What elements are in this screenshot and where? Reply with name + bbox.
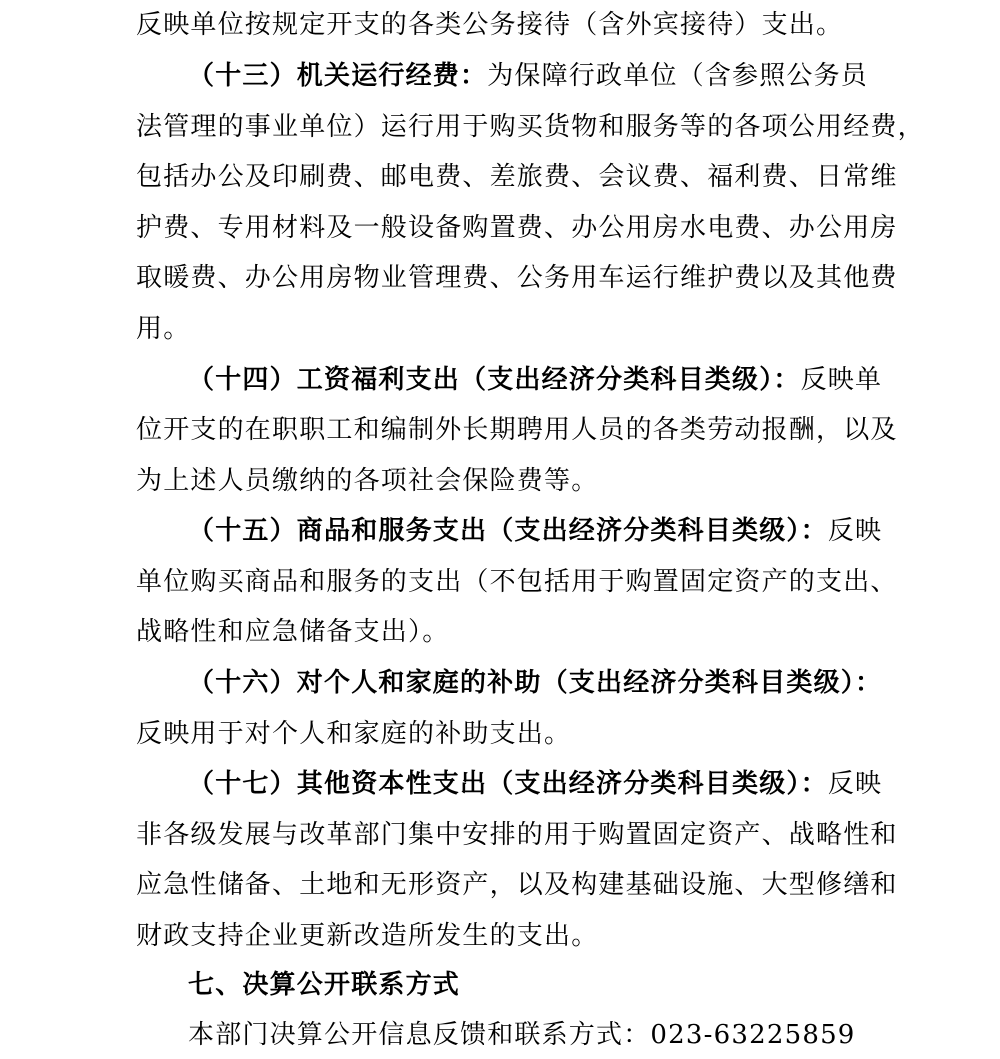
paragraph-line: 反映单位按规定开支的各类公务接待（含外宾接待）支出。 bbox=[136, 10, 844, 40]
paragraph-first-line bbox=[188, 767, 882, 801]
paragraph-line: 位开支的在职职工和编制外长期聘用人员的各类劳动报酬，以及 bbox=[136, 415, 898, 445]
term-text: 反映 bbox=[827, 516, 883, 546]
contact-line: 本部门决算公开信息反馈和联系方式：023-63225859 bbox=[188, 1020, 856, 1050]
paragraph-line: 财政支持企业更新改造所发生的支出。 bbox=[136, 921, 599, 951]
term-label: （十七）其他资本性支出（支出经济分类科目类级）： bbox=[188, 769, 828, 799]
term-label: （十六）对个人和家庭的补助（支出经济分类科目类级）： bbox=[188, 668, 883, 698]
paragraph-first-line bbox=[188, 666, 882, 700]
term-text: 反映 bbox=[827, 769, 883, 799]
paragraph-line: 法管理的事业单位）运行用于购买货物和服务等的各项公用经费， bbox=[136, 112, 925, 142]
paragraph-line: 包括办公及印刷费、邮电费、差旅费、会议费、福利费、日常维 bbox=[136, 162, 898, 192]
paragraph-line: 非各级发展与改革部门集中安排的用于购置固定资产、战略性和 bbox=[136, 820, 898, 850]
term-label: （十四）工资福利支出（支出经济分类科目类级）： bbox=[188, 365, 801, 395]
section-heading: 七、决算公开联系方式 bbox=[188, 970, 461, 1000]
term-label: （十三）机关运行经费： bbox=[188, 61, 488, 91]
paragraph-first-line bbox=[188, 59, 868, 93]
paragraph-line: 取暖费、办公用房物业管理费、公务用车运行维护费以及其他费 bbox=[136, 263, 898, 293]
paragraph-line: 战略性和应急储备支出）。 bbox=[136, 617, 450, 647]
paragraph-line: 应急性储备、土地和无形资产，以及构建基础设施、大型修缮和 bbox=[136, 870, 898, 900]
paragraph-line: 为上述人员缴纳的各项社会保险费等。 bbox=[136, 466, 599, 496]
term-text: 反映单 bbox=[800, 365, 883, 395]
term-label: （十五）商品和服务支出（支出经济分类科目类级）： bbox=[188, 516, 828, 546]
paragraph-line: 用。 bbox=[136, 314, 191, 344]
paragraph-line: 单位购买商品和服务的支出（不包括用于购置固定资产的支出、 bbox=[136, 567, 898, 597]
paragraph-first-line bbox=[188, 514, 882, 548]
paragraph-line: 反映用于对个人和家庭的补助支出。 bbox=[136, 719, 572, 749]
paragraph-line: 护费、专用材料及一般设备购置费、办公用房水电费、办公用房 bbox=[136, 213, 898, 243]
paragraph-first-line bbox=[188, 363, 882, 397]
term-text: 为保障行政单位（含参照公务员 bbox=[487, 61, 869, 91]
